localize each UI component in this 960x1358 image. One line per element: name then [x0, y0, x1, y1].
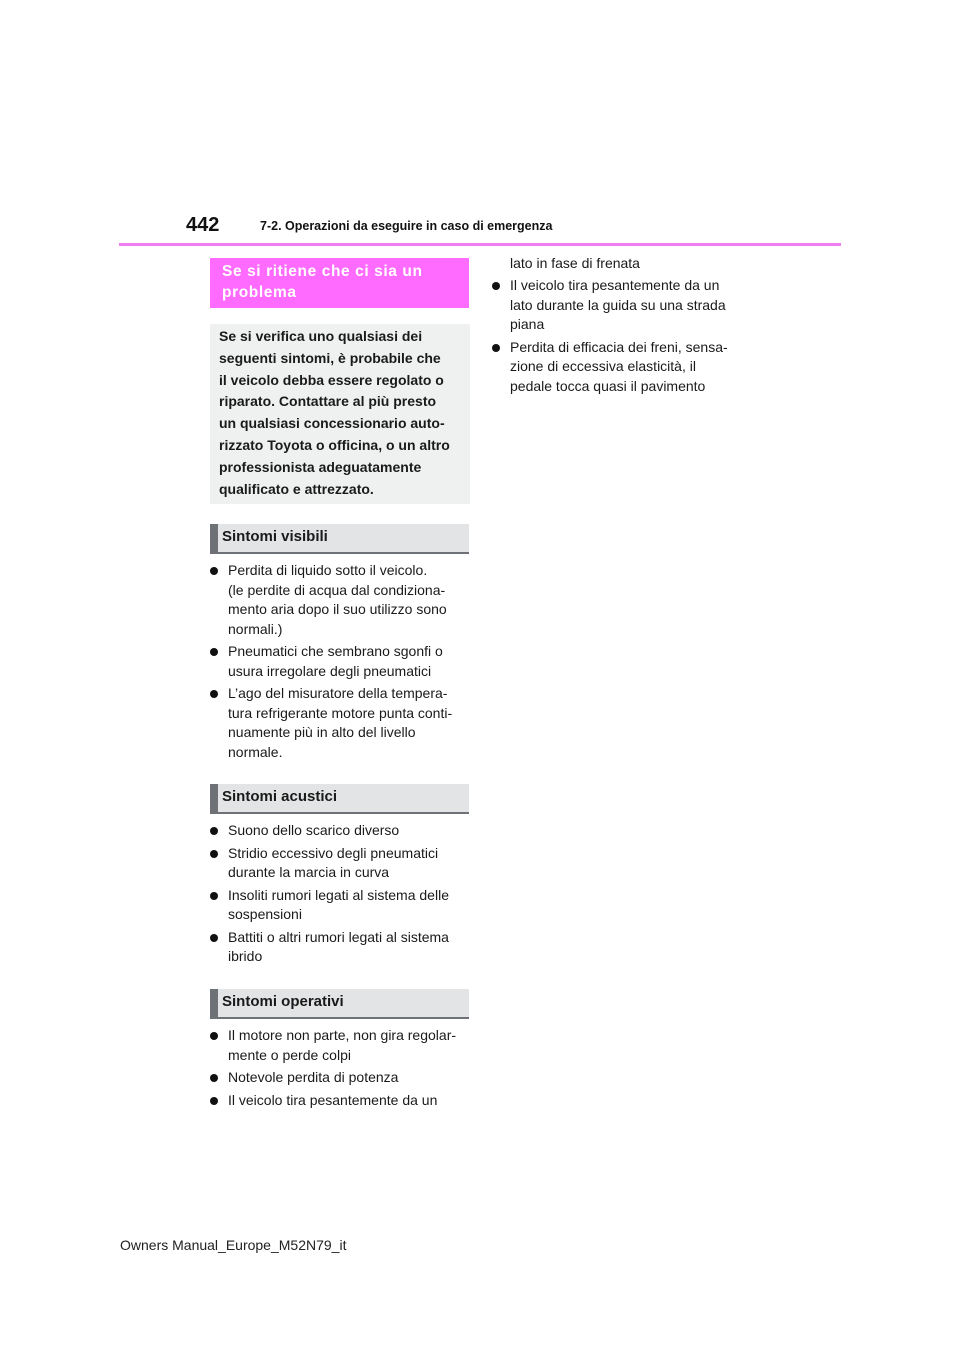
- bullet-icon: [210, 1074, 218, 1082]
- bullet-icon: [210, 648, 218, 656]
- bullet-icon: [210, 827, 218, 835]
- acoustic-symptoms-list: [210, 821, 470, 967]
- bullet-icon: [492, 344, 500, 352]
- list-item-line: Perdita di efficacia dei freni, sensa-: [510, 338, 728, 355]
- list-item-line: Il motore non parte, non gira regolar-: [228, 1027, 457, 1043]
- main-heading-line: Se si ritiene che ci sia un: [222, 263, 423, 280]
- list-item: [210, 844, 470, 883]
- subheading-acoustic: Sintomi acustici: [210, 784, 469, 814]
- notice-line: il veicolo debba essere regolato o: [219, 371, 444, 388]
- list-item-line: nuamente più in alto del livello: [228, 724, 416, 740]
- list-item: [210, 561, 470, 639]
- list-item: [210, 1091, 470, 1111]
- bullet-icon: [210, 567, 218, 575]
- list-item-line: ibrido: [228, 948, 263, 964]
- visible-symptoms-list: [210, 561, 470, 762]
- list-item-line: Stridio eccessivo degli pneumatici: [228, 844, 439, 861]
- list-item: [210, 821, 470, 841]
- list-item-line: normali.): [228, 620, 283, 637]
- list-item-line: Il veicolo tira pesantemente da un: [228, 1091, 438, 1108]
- list-item: [492, 338, 752, 397]
- list-item-line: durante la marcia in curva: [228, 864, 390, 880]
- footer-text: Owners Manual_Europe_M52N79_it: [120, 1237, 347, 1253]
- operative-symptoms-list-continued: [492, 276, 752, 396]
- list-item-line: zione di eccessiva elasticità, il: [510, 358, 696, 374]
- page-number: 442: [186, 214, 220, 236]
- list-item-line: normale.: [228, 743, 283, 760]
- list-item-line: lato durante la guida su una strada: [510, 296, 726, 313]
- list-item-line: L’ago del misuratore della tempera-: [228, 685, 448, 701]
- subheading-visible: Sintomi visibili: [210, 524, 469, 554]
- list-item-line: mento aria dopo il suo utilizzo sono: [228, 601, 447, 617]
- list-item-line: sospensioni: [228, 906, 302, 922]
- section-title: 7-2. Operazioni da eseguire in caso di emergenza: [260, 219, 553, 233]
- bullet-icon: [492, 282, 500, 290]
- list-item-line: pedale tocca quasi il pavimento: [510, 377, 706, 394]
- notice-box: [210, 324, 470, 504]
- list-item-line: usura irregolare degli pneumatici: [228, 662, 432, 679]
- notice-line: seguenti sintomi, è probabile che: [219, 349, 441, 366]
- list-item-line: piana: [510, 316, 545, 332]
- list-item: [210, 684, 470, 762]
- notice-line: riparato. Contattare al più presto: [219, 393, 437, 410]
- bullet-icon: [210, 1097, 218, 1105]
- bullet-icon: [210, 892, 218, 900]
- list-item-line: (le perdite di acqua dal condiziona-: [228, 581, 446, 598]
- list-item: [210, 642, 470, 681]
- main-heading-line: problema: [222, 284, 297, 301]
- header-rule: [119, 243, 841, 246]
- list-item: [210, 1026, 470, 1065]
- subheading-operative: Sintomi operativi: [210, 989, 469, 1019]
- list-item: [492, 276, 752, 335]
- list-item: [210, 1068, 470, 1088]
- notice-line: un qualsiasi concessionario auto-: [219, 415, 445, 432]
- notice-line: Se si verifica uno qualsiasi dei: [219, 328, 423, 344]
- list-item: [210, 886, 470, 925]
- list-item-line: mente o perde colpi: [228, 1046, 351, 1063]
- bullet-icon: [210, 850, 218, 858]
- notice-line: professionista adeguatamente: [219, 458, 422, 475]
- list-item-line: Insoliti rumori legati al sistema delle: [228, 886, 449, 903]
- list-item-line: Il veicolo tira pesantemente da un: [510, 277, 720, 293]
- list-item-line: Suono dello scarico diverso: [228, 822, 400, 838]
- operative-symptoms-list: [210, 1026, 470, 1110]
- list-item: [210, 928, 470, 967]
- list-item-line: Notevole perdita di potenza: [228, 1069, 399, 1085]
- list-item-line: Perdita di liquido sotto il veicolo.: [228, 562, 428, 578]
- notice-line: qualificato e attrezzato.: [219, 480, 374, 497]
- notice-line: rizzato Toyota o officina, o un altro: [219, 436, 450, 453]
- bullet-icon: [210, 1032, 218, 1040]
- main-heading: [210, 258, 469, 308]
- continuation-line: lato in fase di frenata: [510, 255, 640, 271]
- list-item-line: Pneumatici che sembrano sgonfi o: [228, 643, 443, 659]
- list-item-line: Battiti o altri rumori legati al sistema: [228, 928, 449, 945]
- bullet-icon: [210, 934, 218, 942]
- list-item-line: tura refrigerante motore punta conti-: [228, 704, 453, 721]
- bullet-icon: [210, 690, 218, 698]
